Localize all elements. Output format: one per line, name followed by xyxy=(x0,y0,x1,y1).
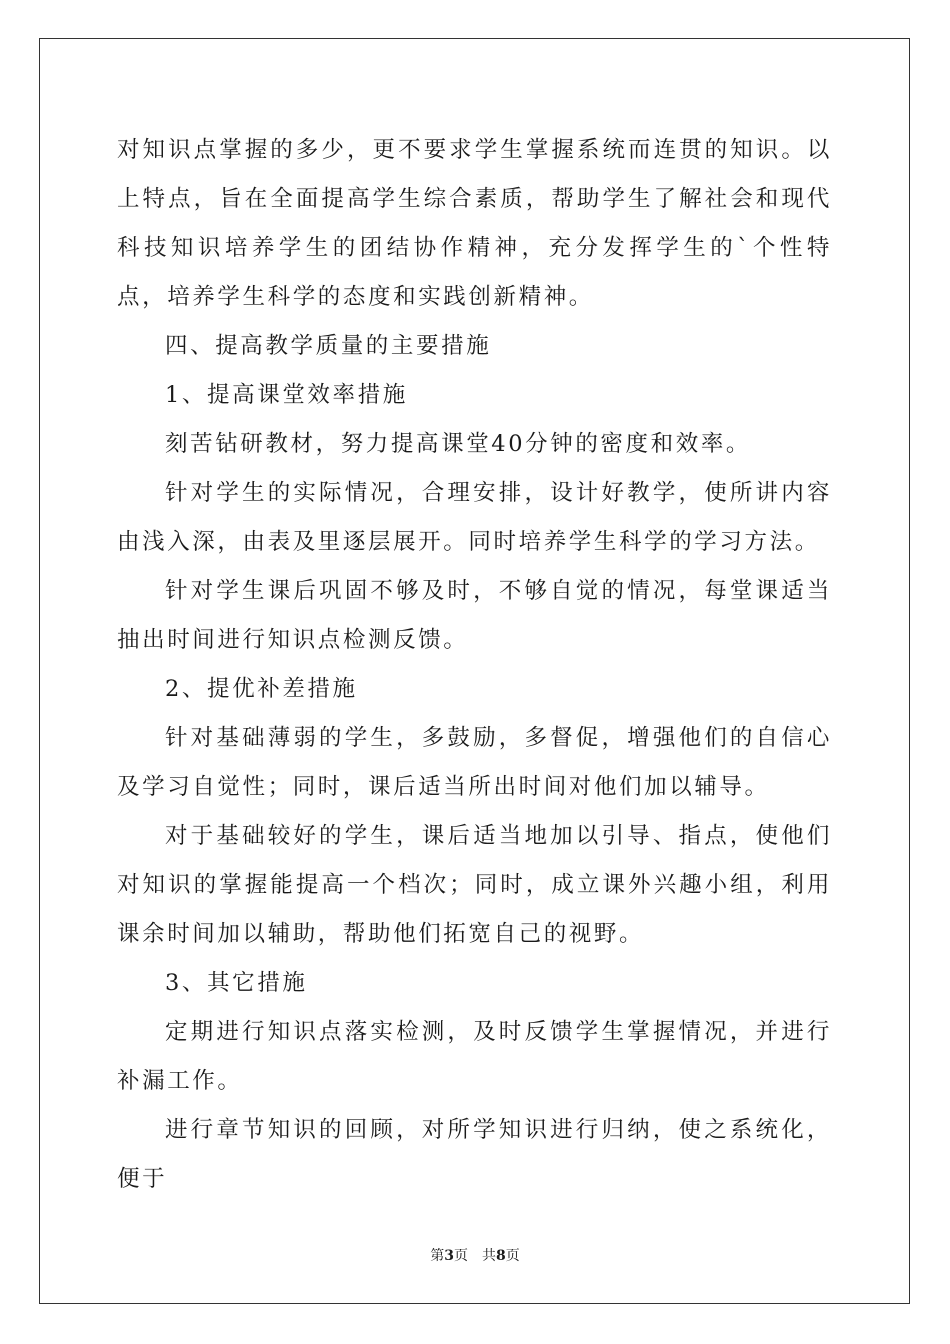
paragraph: 对于基础较好的学生，课后适当地加以引导、指点，使他们对知识的掌握能提高一个档次；同时，成立课外兴趣小组，利用课余时间加以辅助，帮助他们拓宽自己的视野。 xyxy=(117,823,832,947)
total-suffix: 页 xyxy=(505,1248,520,1264)
paragraph: 对知识点掌握的多少，更不要求学生掌握系统而连贯的知识。以上特点，旨在全面提高学生综合素质，帮助学生了解社会和现代科技知识培养学生的团结协作精神，充分发挥学生的`个性特点，培养学生科学的态度和实践创新精神。 xyxy=(117,137,832,310)
total-prefix: 共 xyxy=(482,1248,496,1264)
paragraph: 进行章节知识的回顾，对所学知识进行归纳，使之系统化，便于 xyxy=(117,1117,832,1192)
document-body xyxy=(117,126,832,1204)
subsection-heading: 2、提优补差措施 xyxy=(165,676,358,702)
page-prefix: 第 xyxy=(430,1248,445,1264)
subsection-heading: 3、其它措施 xyxy=(165,970,308,996)
total-pages: 8 xyxy=(496,1248,506,1264)
page-footer xyxy=(0,1246,950,1266)
paragraph: 针对学生课后巩固不够及时，不够自觉的情况，每堂课适当抽出时间进行知识点检测反馈。 xyxy=(117,578,832,653)
page-suffix: 页 xyxy=(454,1248,468,1264)
paragraph: 定期进行知识点落实检测，及时反馈学生掌握情况，并进行补漏工作。 xyxy=(117,1019,832,1094)
paragraph: 针对基础薄弱的学生，多鼓励，多督促，增强他们的自信心及学习自觉性；同时，课后适当所出时间对他们加以辅导。 xyxy=(117,725,832,800)
page-number: 3 xyxy=(444,1248,454,1264)
subsection-heading: 1、提高课堂效率措施 xyxy=(165,382,408,408)
paragraph: 针对学生的实际情况，合理安排，设计好教学，使所讲内容由浅入深，由表及里逐层展开。同时培养学生科学的学习方法。 xyxy=(117,480,832,555)
section-heading: 四、提高教学质量的主要措施 xyxy=(165,333,492,359)
paragraph: 刻苦钻研教材，努力提高课堂40分钟的密度和效率。 xyxy=(165,431,752,457)
